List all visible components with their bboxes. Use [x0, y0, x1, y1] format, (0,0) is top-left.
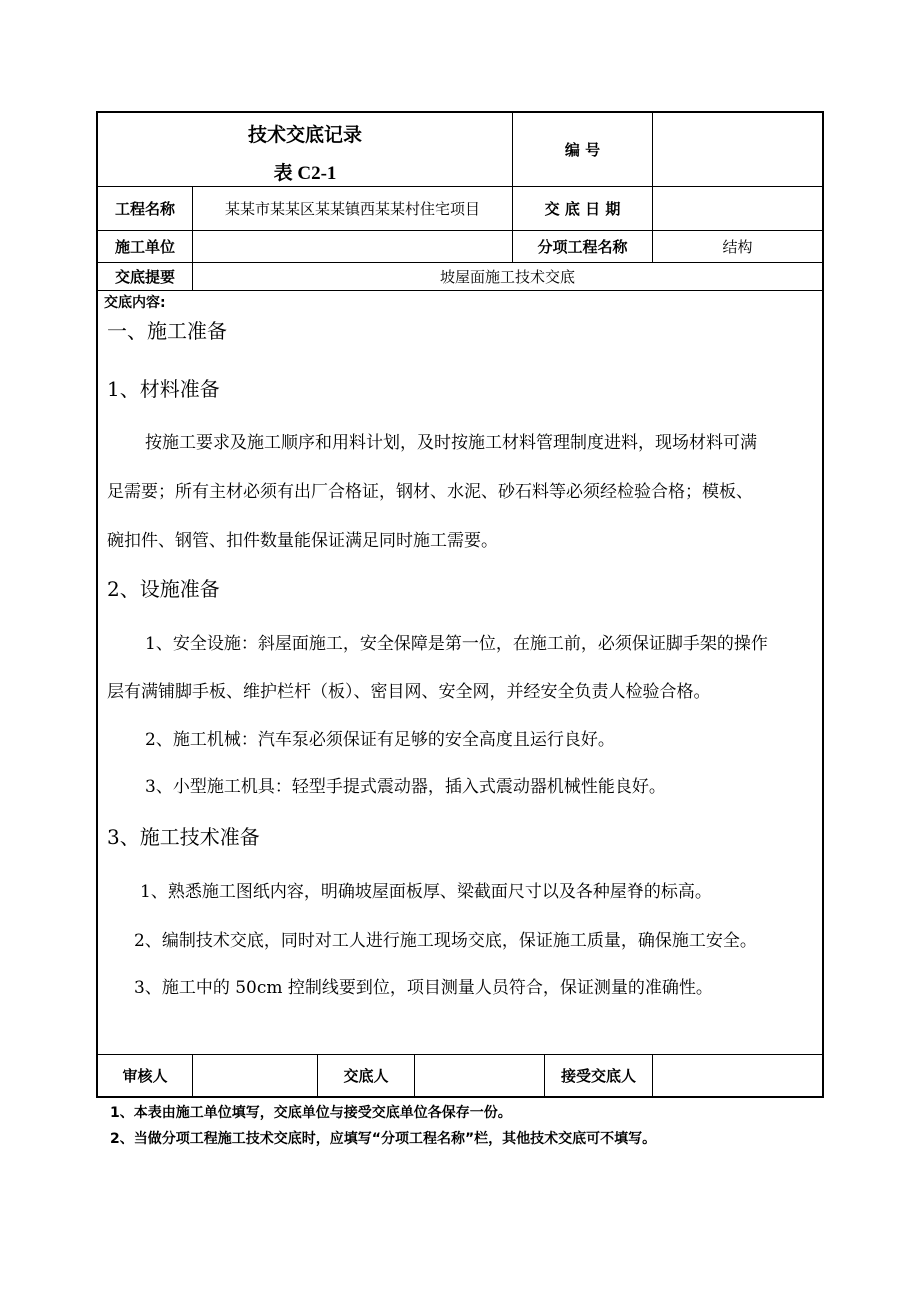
- footnote-2: 2、当做分项工程施工技术交底时，应填写“分项工程名称”栏，其他技术交底可不填写。: [110, 1131, 657, 1147]
- summary-value[interactable]: 坡屋面施工技术交底: [439, 268, 575, 286]
- receiver-field[interactable]: [653, 1055, 822, 1096]
- materials-paragraph-line-1: 按施工要求及施工顺序和用料计划，及时按施工材料管理制度进料，现场材料可满: [145, 433, 757, 453]
- subsection-technical-title: 3、施工技术准备: [107, 825, 260, 849]
- project-name-value[interactable]: 某某市某某区某某镇西某某村住宅项目: [224, 200, 480, 218]
- subsection-facilities-title: 2、设施准备: [107, 577, 220, 601]
- reviewer-label: 审核人: [122, 1067, 168, 1085]
- table-border-right: [822, 111, 824, 1098]
- section-heading-preparation: 一、施工准备: [107, 319, 227, 343]
- technical-item-3: 3、施工中的 50cm 控制线要到位，项目测量人员符合，保证测量的准确性。: [134, 978, 713, 998]
- date-field[interactable]: [653, 187, 822, 230]
- summary-label: 交底提要: [114, 268, 175, 286]
- footnote-1: 1、本表由施工单位填写，交底单位与接受交底单位各保存一份。: [110, 1105, 512, 1121]
- subsection-materials-title: 1、材料准备: [107, 377, 220, 401]
- facilities-item-3: 3、小型施工机具：轻型手提式震动器，插入式震动器机械性能良好。: [145, 777, 666, 797]
- discloser-label: 交底人: [343, 1067, 389, 1085]
- table-border-bottom: [96, 1096, 824, 1098]
- number-label: 编 号: [564, 140, 601, 159]
- reviewer-field[interactable]: [193, 1055, 317, 1096]
- construction-unit-label: 施工单位: [114, 238, 175, 256]
- discloser-field[interactable]: [415, 1055, 544, 1096]
- facilities-item-1-line-1: 1、安全设施：斜屋面施工，安全保障是第一位，在施工前，必须保证脚手架的操作: [145, 634, 768, 654]
- receiver-label: 接受交底人: [560, 1067, 636, 1085]
- construction-unit-field[interactable]: [193, 231, 512, 262]
- form-number: 表 C2-1: [273, 163, 337, 184]
- technical-item-1: 1、熟悉施工图纸内容，明确坡屋面板厚、梁截面尺寸以及各种屋脊的标高。: [140, 882, 712, 902]
- technical-item-2: 2、编制技术交底，同时对工人进行施工现场交底，保证施工质量，确保施工安全。: [134, 931, 757, 951]
- form-title: 技术交底记录: [247, 124, 362, 146]
- materials-paragraph-line-2: 足需要；所有主材必须有出厂合格证，钢材、水泥、砂石料等必须经检验合格；模板、: [107, 482, 753, 502]
- content-label: 交底内容:: [104, 295, 166, 311]
- date-label: 交 底 日 期: [544, 200, 621, 218]
- number-field[interactable]: [653, 112, 822, 186]
- facilities-item-1-line-2: 层有满铺脚手板、维护栏杆（板）、密目网、安全网，并经安全负责人检验合格。: [107, 682, 711, 702]
- facilities-item-2: 2、施工机械：汽车泵必须保证有足够的安全高度且运行良好。: [145, 730, 615, 750]
- sub-project-value[interactable]: 结构: [722, 238, 753, 256]
- project-name-label: 工程名称: [114, 200, 175, 218]
- sub-project-label: 分项工程名称: [537, 238, 628, 256]
- materials-paragraph-line-3: 碗扣件、钢管、扣件数量能保证满足同时施工需要。: [107, 531, 498, 551]
